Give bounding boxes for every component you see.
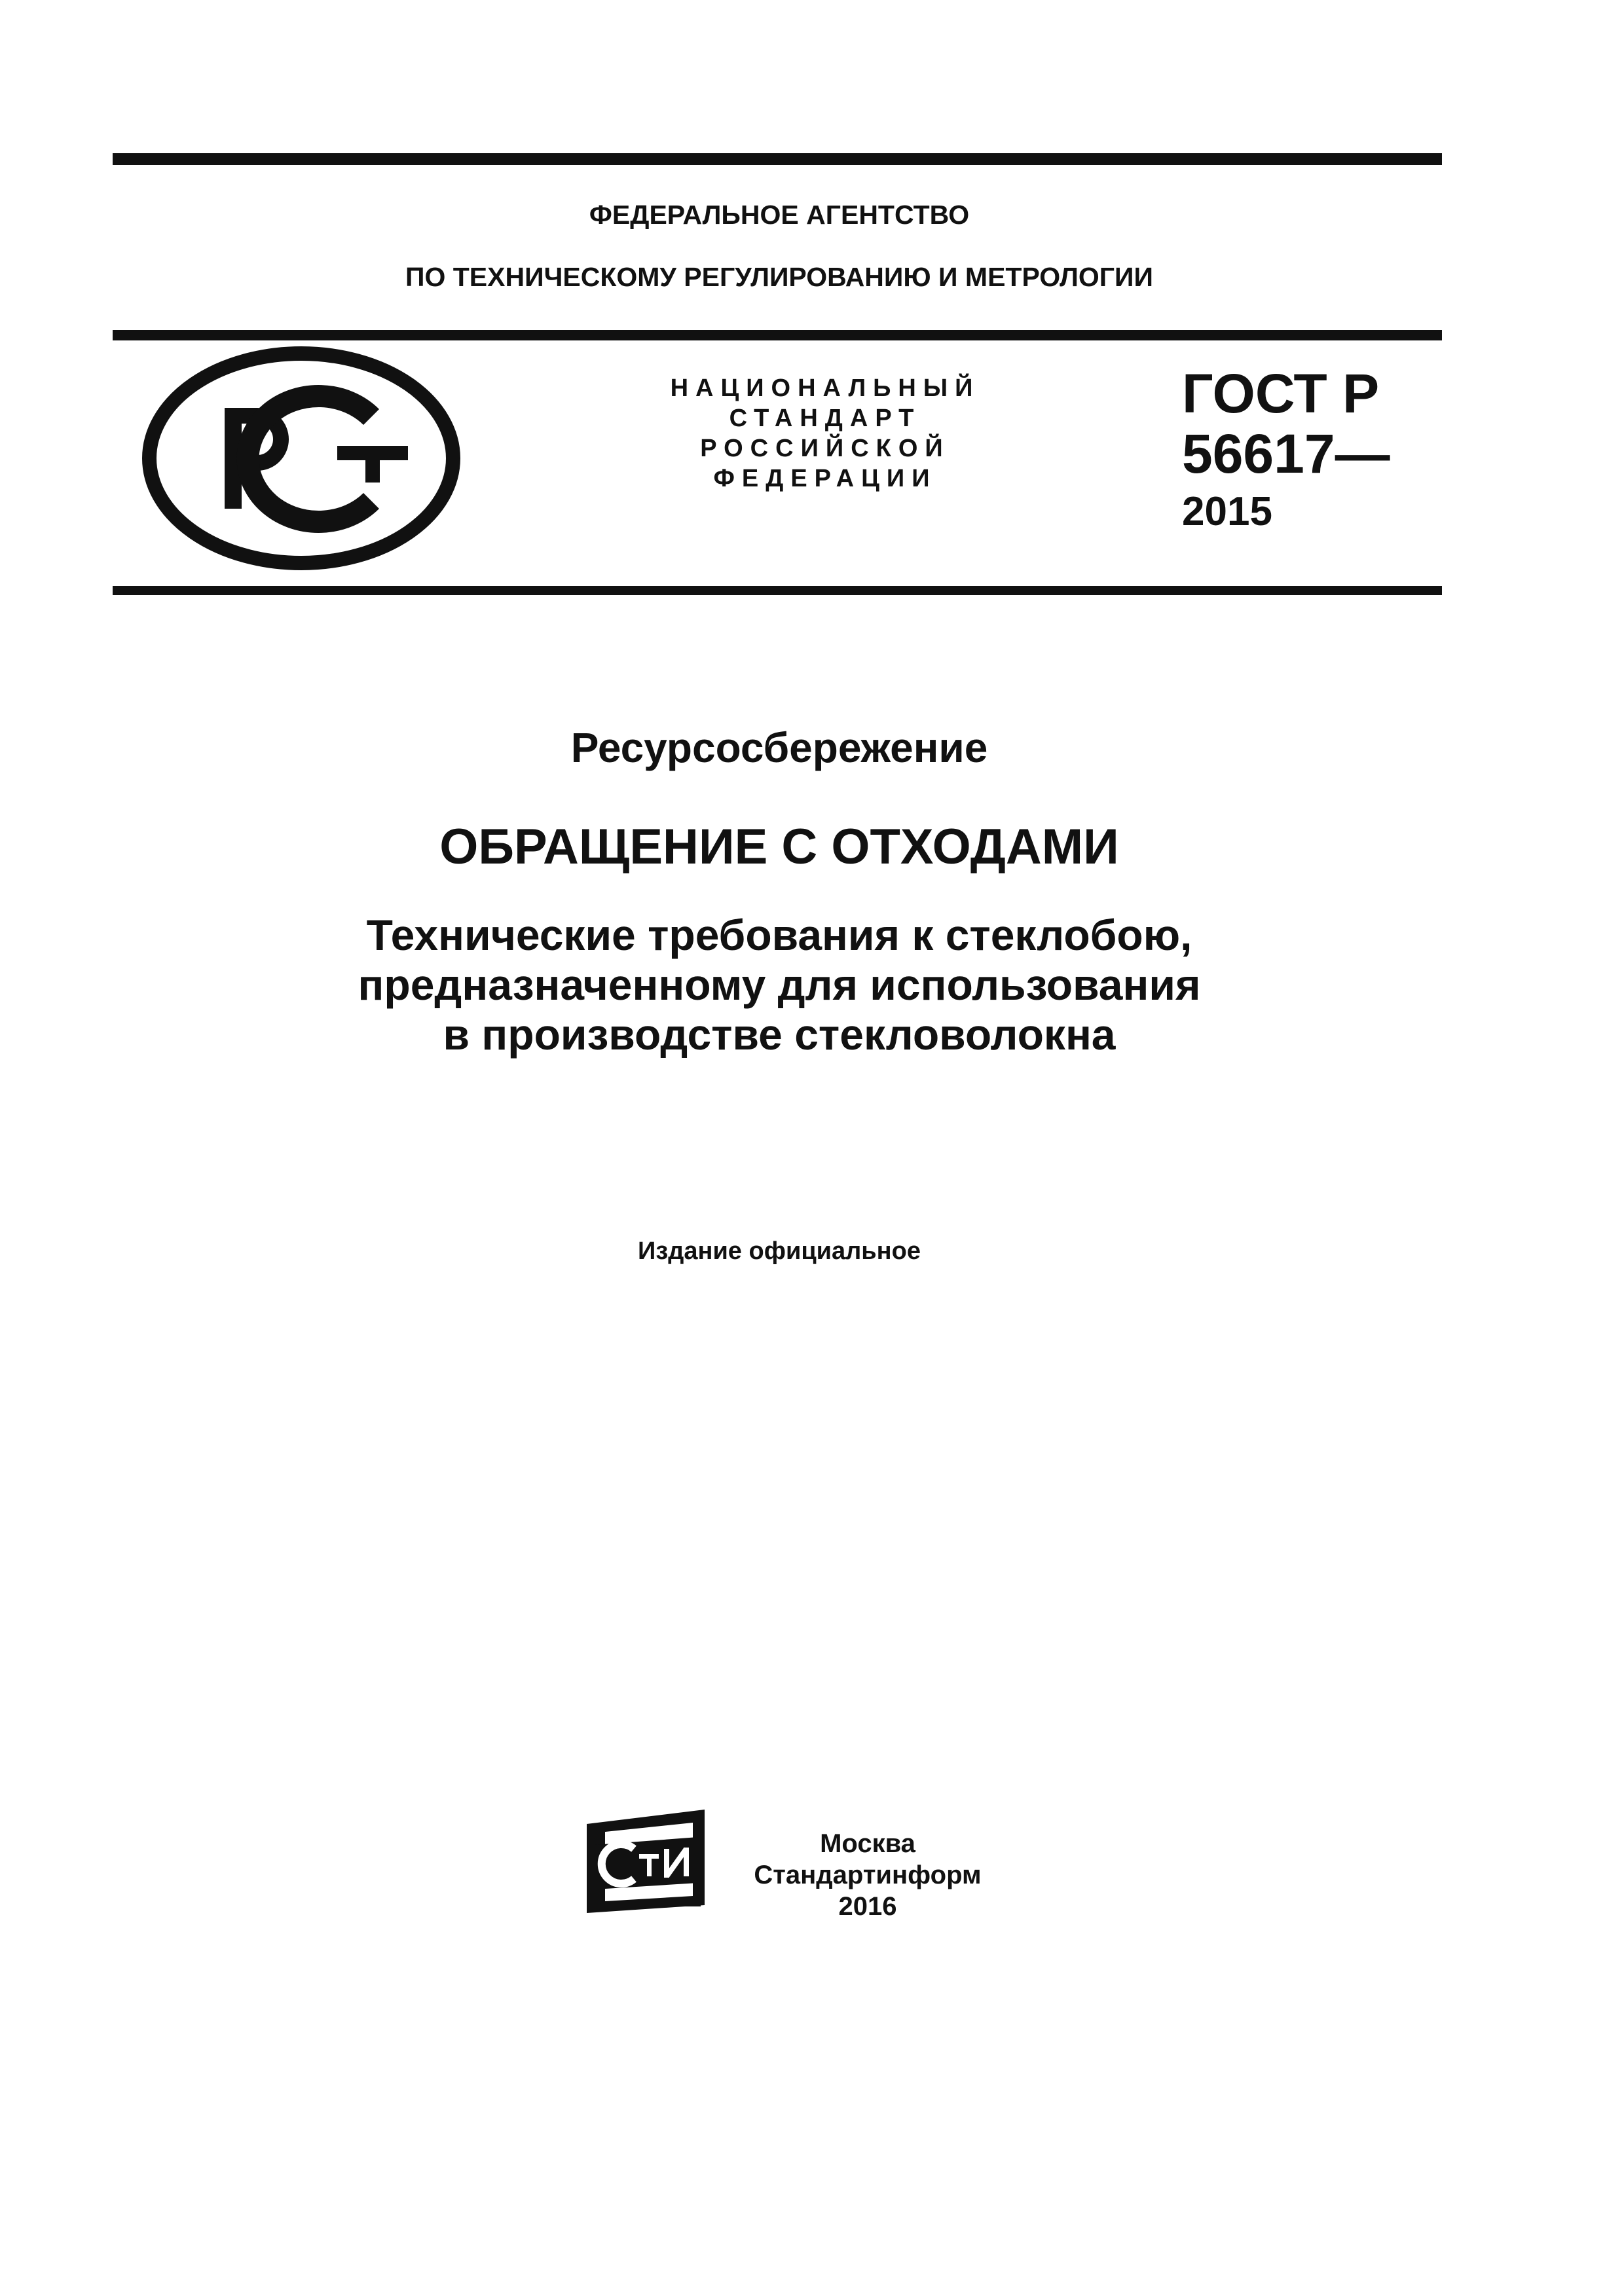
national-standard-line: СТАНДАРТ [729, 405, 921, 432]
standard-number-year: 2015 [1182, 489, 1272, 534]
national-standard-label [648, 373, 1002, 494]
top-rule [113, 153, 1442, 165]
header-bottom-rule [113, 586, 1442, 595]
gost-rst-mark-icon [141, 344, 462, 573]
subtitle-line: предназначенному для использования [358, 960, 1201, 1009]
national-standard-line: ФЕДЕРАЦИИ [713, 465, 937, 492]
edition-label: Издание официальное [638, 1237, 921, 1265]
subtitle-line: в производстве стекловолокна [443, 1010, 1116, 1059]
document-topic: Ресурсосбережение [570, 724, 988, 771]
standard-number-prefix: ГОСТ Р [1182, 363, 1380, 424]
agency-name-line-1: ФЕДЕРАЛЬНОЕ АГЕНТСТВО [589, 200, 970, 230]
document-main-title: ОБРАЩЕНИЕ С ОТХОДАМИ [439, 819, 1119, 875]
publisher-city: Москва [820, 1829, 915, 1858]
agency-name-line-2: ПО ТЕХНИЧЕСКОМУ РЕГУЛИРОВАНИЮ И МЕТРОЛОГИИ [405, 262, 1153, 292]
subtitle-line: Технические требования к стеклобою, [366, 911, 1192, 959]
document-subtitle [0, 910, 1559, 1059]
publisher-imprint [707, 1828, 1028, 1922]
standard-number-code: 56617— [1182, 423, 1390, 484]
standard-number [1182, 363, 1390, 540]
national-standard-line: РОССИЙСКОЙ [700, 435, 950, 462]
publisher-name: Стандартинформ [754, 1861, 982, 1889]
header-divider-rule [113, 330, 1442, 340]
publication-year: 2016 [838, 1892, 897, 1921]
national-standard-line: НАЦИОНАЛЬНЫЙ [670, 374, 980, 402]
standartinform-logo-icon [583, 1806, 714, 1917]
